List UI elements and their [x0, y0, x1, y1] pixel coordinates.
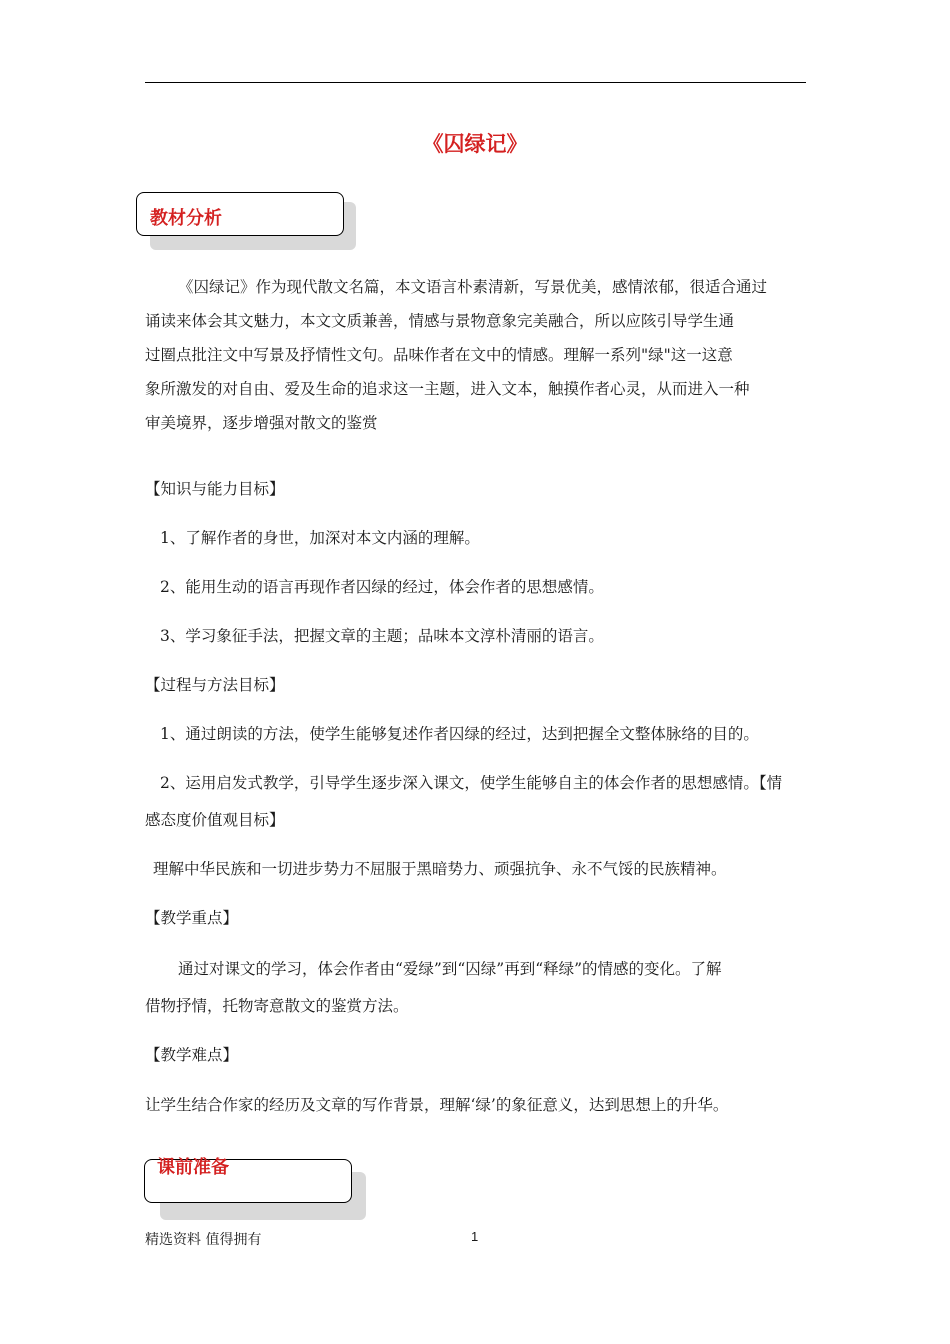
process-item-2-line-1: 2、运用启发式教学，引导学生逐步深入课文，使学生能够自主的体会作者的思想感情。【情 — [160, 774, 783, 792]
page-number: 1 — [471, 1229, 479, 1244]
document-title: 《囚绿记》 — [422, 132, 528, 156]
knowledge-heading: 【知识与能力目标】 — [145, 480, 285, 498]
process-item-2-line-2: 感态度价值观目标】 — [145, 811, 285, 829]
key-point-heading: 【教学重点】 — [145, 909, 239, 927]
analysis-line-3: 过圈点批注文中写景及抒情性文句。品味作者在文中的情感。理解一系列"绿"这一这意 — [145, 346, 733, 364]
knowledge-item-2: 2、能用生动的语言再现作者囚绿的经过，体会作者的思想感情。 — [160, 578, 604, 596]
emotion-objective-text: 理解中华民族和一切进步势力不屈服于黑暗势力、顽强抗争、永不气馁的民族精神。 — [153, 860, 727, 878]
key-point-line-2: 借物抒情，托物寄意散文的鉴赏方法。 — [145, 997, 409, 1015]
analysis-line-4: 象所激发的对自由、爱及生命的追求这一主题，进入文本，触摸作者心灵，从而进入一种 — [145, 380, 750, 398]
process-heading: 【过程与方法目标】 — [145, 676, 285, 694]
analysis-line-1: 《囚绿记》作为现代散文名篇，本文语言朴素清新，写景优美，感情浓郁，很适合通过 — [178, 278, 768, 296]
analysis-line-5: 审美境界，逐步增强对散文的鉴赏 — [145, 414, 378, 432]
knowledge-item-3: 3、学习象征手法，把握文章的主题；品味本文淳朴清丽的语言。 — [160, 627, 604, 645]
knowledge-item-1: 1、了解作者的身世，加深对本文内涵的理解。 — [160, 529, 480, 547]
section-label-teaching-analysis: 教材分析 — [150, 208, 222, 229]
key-point-line-1: 通过对课文的学习，体会作者由“爱绿”到“囚绿”再到“释绿”的情感的变化。了解 — [178, 960, 722, 978]
difficulty-heading: 【教学难点】 — [145, 1046, 239, 1064]
section-label-preparation: 课前准备 — [157, 1157, 229, 1178]
footer-text: 精选资料 值得拥有 — [145, 1232, 262, 1248]
analysis-line-2: 诵读来体会其文魅力，本文文质兼善，情感与景物意象完美融合，所以应陔引导学生通 — [145, 312, 735, 330]
process-item-1: 1、通过朗读的方法，使学生能够复述作者囚绿的经过，达到把握全文整体脉络的目的。 — [160, 725, 759, 743]
header-rule — [145, 82, 806, 83]
difficulty-text: 让学生结合作家的经历及文章的写作背景，理解‘绿’的象征意义，达到思想上的升华。 — [145, 1096, 729, 1114]
